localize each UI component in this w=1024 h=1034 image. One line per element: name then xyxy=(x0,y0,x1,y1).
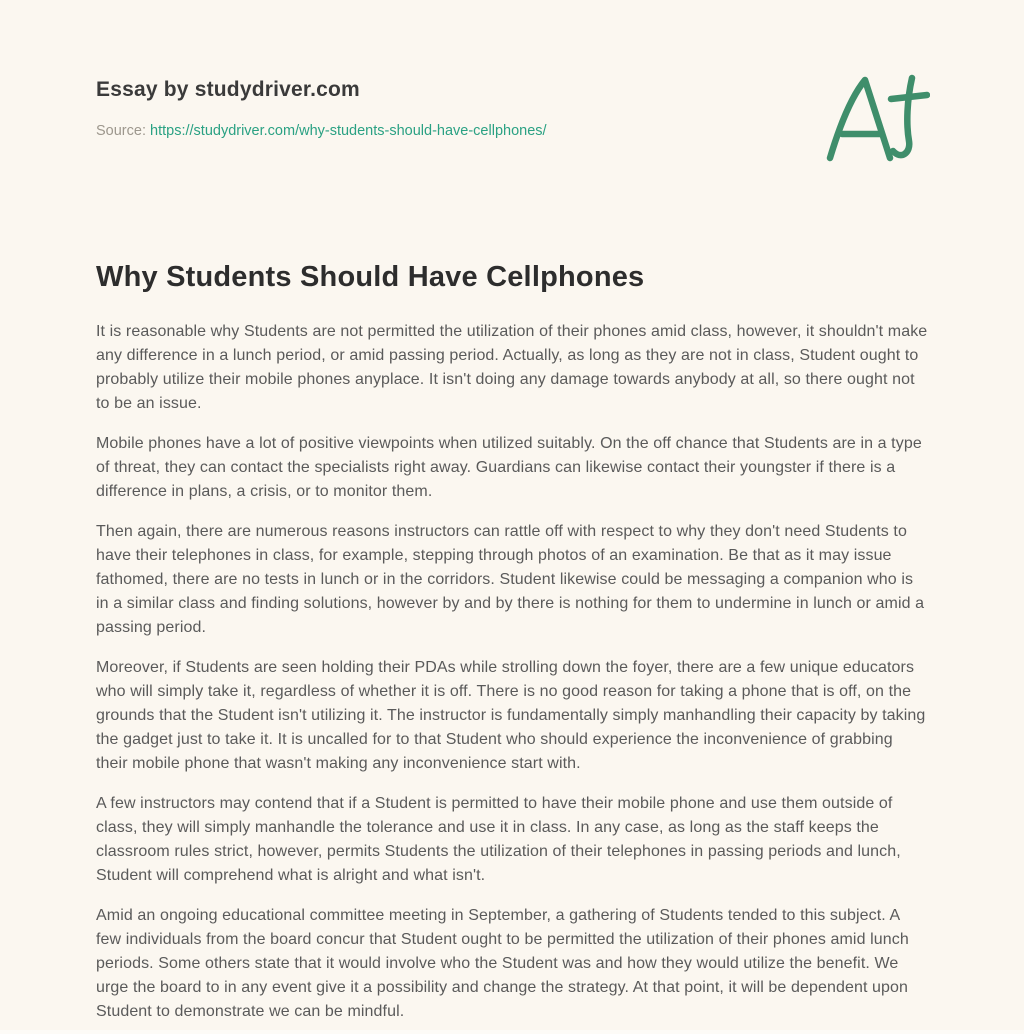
essay-body xyxy=(96,320,928,1024)
source-label: Source: xyxy=(96,123,146,139)
essay-paragraph: Then again, there are numerous reasons instructors can rattle off with respect to why they don't need Students to have their telephones in class, for example, stepping through photos of an examination. Be that as it may issue fathomed, there are no tests in lunch or in the corridors. Student likewise could be messaging a companion who is in a similar class and finding solutions, however by and by there is nothing for them to undermine in lunch or amid a passing period. xyxy=(96,523,925,636)
essay-paragraph: Amid an ongoing educational committee meeting in September, a gathering of Students tended to this subject. A few individuals from the board concur that Student ought to be permitted the utilization of their phones amid lunch periods. Some others state that it would involve who the Student was and how they would utilize the benefit. We urge the board to in any event give it a possibility and change the strategy. At that point, it will be dependent upon Student to demonstrate we can be mindful. xyxy=(96,907,909,1020)
essay-paragraph: It is reasonable why Students are not permitted the utilization of their phones amid class, however, it shouldn't make any difference in a lunch period, or amid passing period. Actually, as long as they are not in class, Student ought to probably utilize their mobile phones anyplace. It isn't doing any damage towards anybody at all, so there ought not to be an issue. xyxy=(96,323,928,412)
essay-paragraph: A few instructors may contend that if a Student is permitted to have their mobile phone and use them outside of class, they will simply manhandle the tolerance and use it in class. In any case, as long as the staff keeps the classroom rules strict, however, permits Students the utilization of their telephones in passing periods and lunch, Student will comprehend what is alright and what isn't. xyxy=(96,795,901,884)
essay-byline: Essay by studydriver.com xyxy=(96,78,360,101)
studydriver-logo-icon xyxy=(824,72,930,162)
page-bottom-edge xyxy=(0,1030,1024,1034)
source-row xyxy=(96,122,928,140)
essay-paragraph: Moreover, if Students are seen holding their PDAs while strolling down the foyer, there are a few unique educators who will simply take it, regardless of whether it is off. There is no good reason for taking a phone that is off, on the grounds that the Student isn't utilizing it. The instructor is fundamentally simply manhandling their capacity by taking the gadget just to take it. It is uncalled for to that Student who should experience the inconvenience of grabbing their mobile phone that wasn't making any inconvenience start with. xyxy=(96,659,926,772)
source-url-link[interactable]: https://studydriver.com/why-students-should-have-cellphones/ xyxy=(150,123,547,139)
essay-title: Why Students Should Have Cellphones xyxy=(96,261,645,293)
essay-paragraph: Mobile phones have a lot of positive viewpoints when utilized suitably. On the off chance that Students are in a type of threat, they can contact the specialists right away. Guardians can likewise contact their youngster if there is a difference in plans, a crisis, or to monitor them. xyxy=(96,435,922,500)
